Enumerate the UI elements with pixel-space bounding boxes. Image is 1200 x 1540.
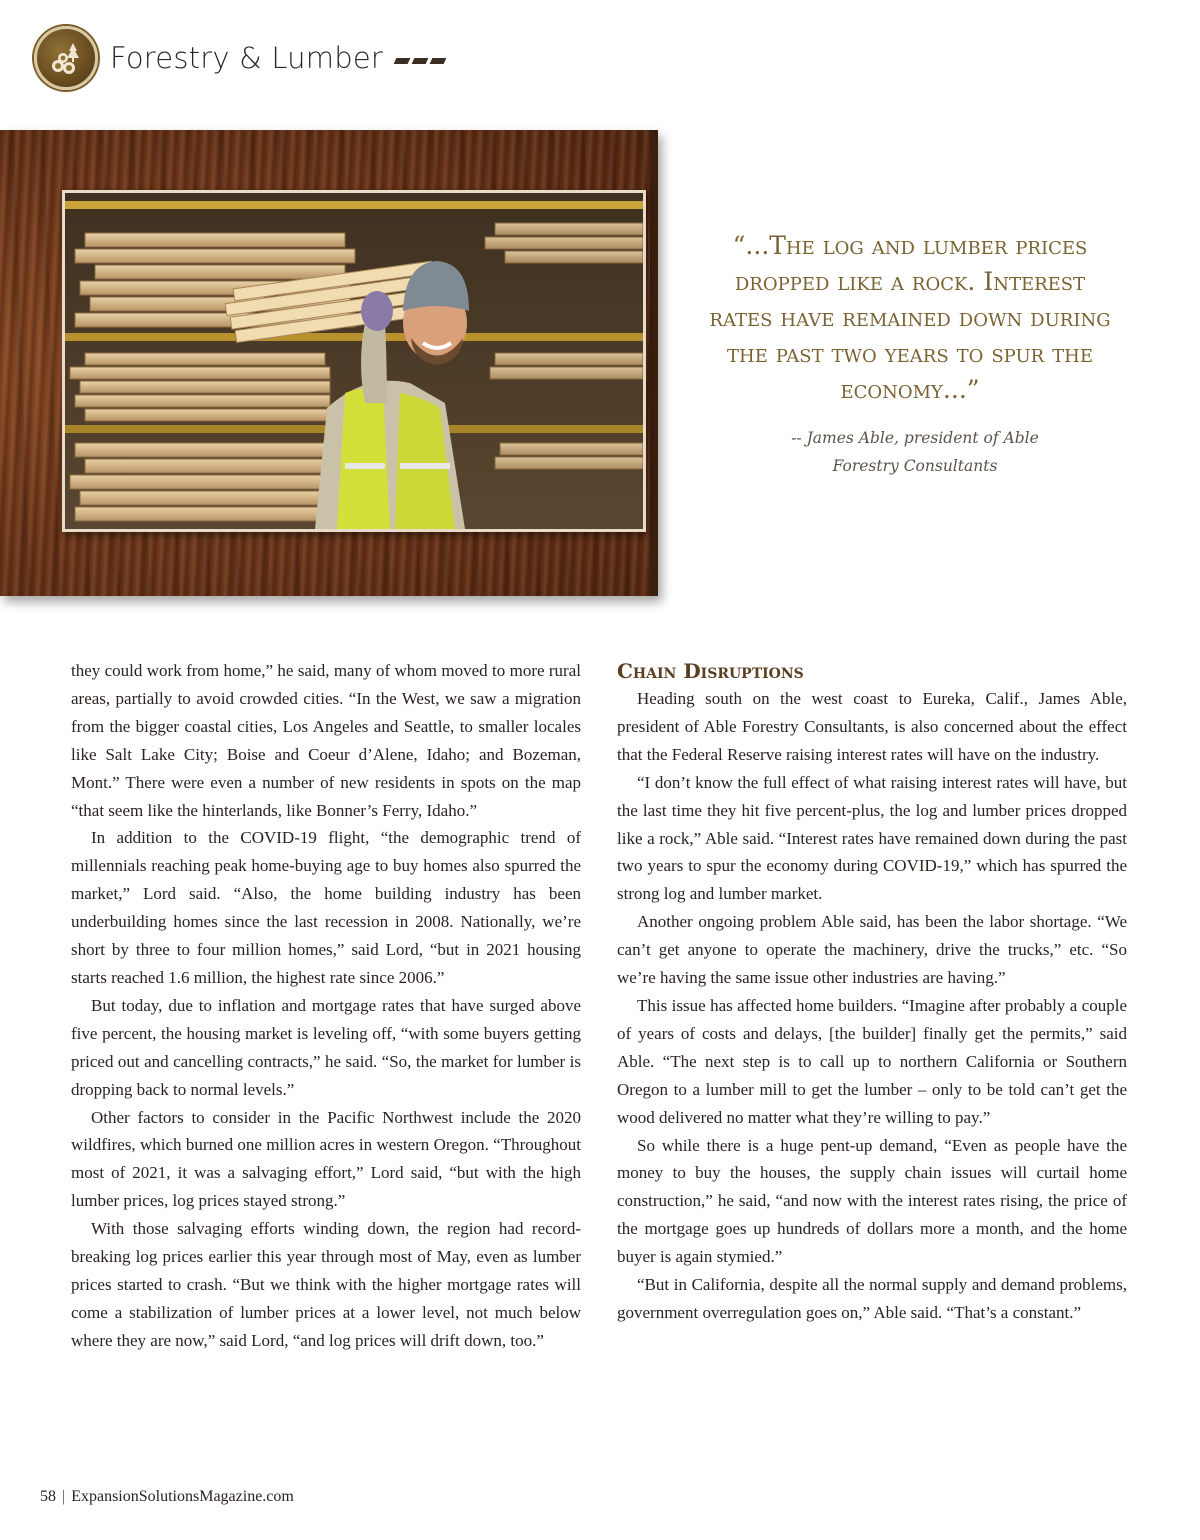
paragraph: But today, due to inflation and mortgage rates that have surged above five percent, the housing market is leveling off, “with some buyers getting priced out and cancelling contracts,” he said. “So, the market for lumber is dropping back to normal levels.” bbox=[71, 995, 581, 1099]
logs-and-tree-icon bbox=[47, 39, 87, 79]
paragraph: Other factors to consider in the Pacific Northwest include the 2020 wildfires, which burned one million acres in western Oregon. “Throughout most of 2021, it was a salvaging effort,” Lord said, “but with the high lumber prices, log prices stayed strong.” bbox=[71, 1107, 581, 1211]
left-column bbox=[71, 657, 581, 1355]
paragraph: With those salvaging efforts winding down, the region had record-breaking log prices earlier this year through most of May, even as lumber prices started to crash. “But we think with the higher mortgage rates will come a stabilization of lumber prices at a lower level, not much below where they are now,” said Lord, “and log prices will drift down, too.” bbox=[71, 1219, 581, 1350]
title-decoration bbox=[395, 58, 445, 64]
page-footer bbox=[40, 1488, 294, 1506]
paragraph: Heading south on the west coast to Eureka, Calif., James Able, president of Able Forestry Consultants, is also concerned about the effect that the Federal Reserve raising interest rates will have on the industry. bbox=[617, 689, 1127, 764]
paragraph: So while there is a huge pent-up demand, “Even as people have the money to buy the houses, the supply chain issues will curtail home construction,” he said, “and now with the interest rates rising, the price of the mortgage goes up hundreds of dollars more a month, and the home buyer is again stymied.” bbox=[617, 1135, 1127, 1267]
paragraph: In addition to the COVID-19 flight, “the demographic trend of millennials reaching peak home-buying age to buy homes also spurred the market,” Lord said. “Also, the home building industry has been underbuilding homes since the last recession in 2008. Nationally, we’re short by three to four million homes,” said Lord, “but in 2021 housing starts reached 1.6 million, the highest rate since 2006.” bbox=[71, 828, 581, 987]
forestry-badge-icon bbox=[34, 26, 98, 90]
paragraph: This issue has affected home builders. “Imagine after probably a couple of years of costs and delays, [the builder] finally get the permits,” said Able. “The next step is to call up to northern California or Southern Oregon to a lumber mill to get the lumber – only to be told can’t get the wood delivered no matter what they’re willing to pay.” bbox=[617, 995, 1127, 1127]
right-column bbox=[617, 657, 1127, 1327]
paragraph: “But in California, despite all the normal supply and demand problems, government overregulation goes on,” Able said. “That’s a constant.” bbox=[617, 1275, 1127, 1322]
paragraph: they could work from home,” he said, many of whom moved to more rural areas, partially to avoid crowded cities. “In the West, we saw a migration from the bigger coastal cities, Los Angeles and Seattle, to smaller locales like Salt Lake City; Boise and Coeur d’Alene, Idaho; and Bozeman, Mont.” There were even a number of new residents in spots on the map “that seem like the hinterlands, like Bonner’s Ferry, Idaho.” bbox=[71, 661, 581, 820]
page-number: 58 bbox=[40, 1488, 56, 1505]
section-header bbox=[34, 26, 445, 90]
pull-quote: “...The log and lumber prices dropped like a rock. Interest rates have remained down during the past two years to spur the economy...” bbox=[709, 231, 1111, 404]
lumber-worker-photo bbox=[62, 190, 646, 532]
attribution-line-1: -- James Able, president of Able bbox=[791, 429, 1039, 447]
attribution-line-2: Forestry Consultants bbox=[832, 457, 998, 475]
section-subhead: Chain Disruptions bbox=[617, 659, 804, 683]
wood-background-panel bbox=[0, 130, 658, 596]
lumber-yard-illustration bbox=[65, 193, 643, 529]
footer-separator: | bbox=[62, 1488, 66, 1505]
paragraph: Another ongoing problem Able said, has been the labor shortage. “We can’t get anyone to operate the machinery, drive the trucks,” etc. “So we’re having the same issue other industries are having.” bbox=[617, 912, 1127, 988]
wood-panel-edge bbox=[650, 130, 658, 596]
footer-site: ExpansionSolutionsMagazine.com bbox=[71, 1488, 294, 1505]
section-title: Forestry & Lumber bbox=[110, 41, 383, 75]
paragraph: “I don’t know the full effect of what raising interest rates will have, but the last time they hit five percent-plus, the log and lumber prices dropped like a rock,” Able said. “Interest rates have remained down during the past two years to spur the economy during COVID-19,” which has spurred the strong log and lumber market. bbox=[617, 772, 1127, 904]
pull-quote-attribution bbox=[720, 424, 1110, 480]
